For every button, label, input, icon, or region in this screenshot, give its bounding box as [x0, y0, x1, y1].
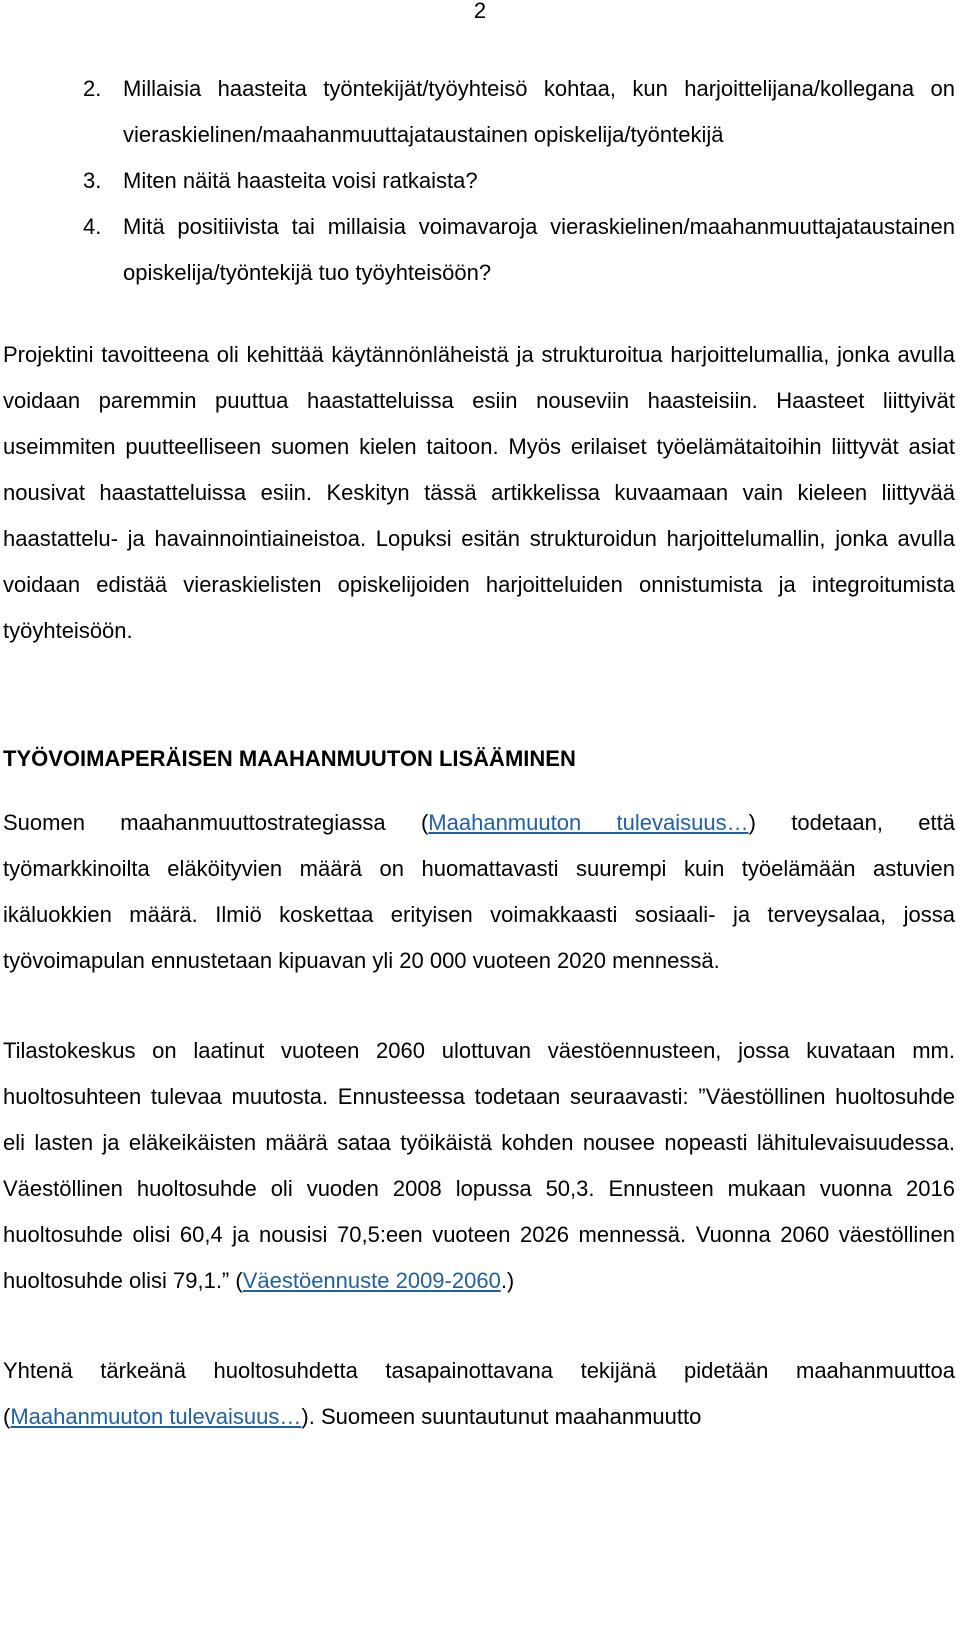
strategy-link[interactable]: Maahanmuuton tulevaisuus…: [428, 810, 749, 835]
strategy-paragraph: [3, 800, 955, 984]
list-item-number: 3.: [83, 168, 102, 193]
stats-paragraph: [3, 1028, 955, 1304]
strategy-text-after: ) todetaan, että työmarkkinoilta eläköityvien määrä on huomattavasti suurempi kuin työelämään astuvien ikäluokkien määrä. Ilmiö koskettaa erityisen voimakkaasti sosiaali- ja terveysalaa, jossa työvoimapulan ennustetaan kipuavan yli 20 000 vuoteen 2020 mennessä.: [3, 810, 955, 973]
last-text-before: Yhtenä tärkeänä huoltosuhdetta tasapainottavana tekijänä pidetään maahanmuuttoa (: [3, 1358, 955, 1429]
stats-text-before: Tilastokeskus on laatinut vuoteen 2060 ulottuvan väestöennusteen, jossa kuvataan mm. huoltosuhteen tulevaa muutosta. Ennusteessa todetaan seuraavasti: ”Väestöllinen huoltosuhde eli lasten ja eläkeikäisten määrä sataa työikäistä kohden nousee nopeasti lähitulevaisuudessa. Väestöllinen huoltosuhde oli vuoden 2008 lopussa 50,3. Ennusteen mukaan vuonna 2016 huoltosuhde olisi 60,4 ja nousisi 70,5:een vuoteen 2026 mennessä. Vuonna 2060 väestöllinen huoltosuhde olisi 79,1.” (: [3, 1038, 955, 1293]
strategy-text-before: Suomen maahanmuuttostrategiassa (: [3, 810, 429, 835]
page-number: 2: [473, 0, 487, 23]
list-item-number: 2.: [83, 76, 102, 101]
list-item-text: Mitä positiivista tai millaisia voimavaroja vieraskielinen/maahanmuuttajataustainen opiskelija/työntekijä tuo työyhteisöön?: [123, 214, 955, 285]
stats-link[interactable]: Väestöennuste 2009-2060: [242, 1268, 501, 1293]
intro-paragraph: Projektini tavoitteena oli kehittää käytännönläheistä ja strukturoitua harjoittelumallia, jonka avulla voidaan paremmin puuttua haastatteluissa esiin nouseviin haasteisiin. Haasteet liittyivät useimmiten puutteelliseen suomen kielen taitoon. Myös erilaiset työelämätaitoihin liittyvät asiat nousivat haastatteluissa esiin. Keskityn tässä artikkelissa kuvaamaan vain kieleen liittyvää haastattelu- ja havainnointiaineistoa. Lopuksi esitän strukturoidun harjoittelumallin, jonka avulla voidaan edistää vieraskielisten opiskelijoiden harjoitteluiden onnistumista ja integroitumista työyhteisöön.: [3, 342, 955, 643]
section-heading: TYÖVOIMAPERÄISEN MAAHANMUUTON LISÄÄMINEN: [3, 746, 576, 771]
question-list: [3, 66, 955, 296]
list-item: [3, 158, 955, 204]
document-body: [3, 66, 955, 1440]
list-item-text: Miten näitä haasteita voisi ratkaista?: [123, 168, 478, 193]
list-item: [3, 204, 955, 296]
last-paragraph: [3, 1348, 955, 1440]
last-text-after: ). Suomeen suuntautunut maahanmuutto: [301, 1404, 702, 1429]
last-link[interactable]: Maahanmuuton tulevaisuus…: [10, 1404, 302, 1429]
stats-text-after: .): [500, 1268, 515, 1293]
list-item-number: 4.: [83, 214, 102, 239]
list-item: [3, 66, 955, 158]
list-item-text: Millaisia haasteita työntekijät/työyhteisö kohtaa, kun harjoittelijana/kollegana on vieraskielinen/maahanmuuttajataustainen opiskelija/työntekijä: [123, 76, 955, 147]
